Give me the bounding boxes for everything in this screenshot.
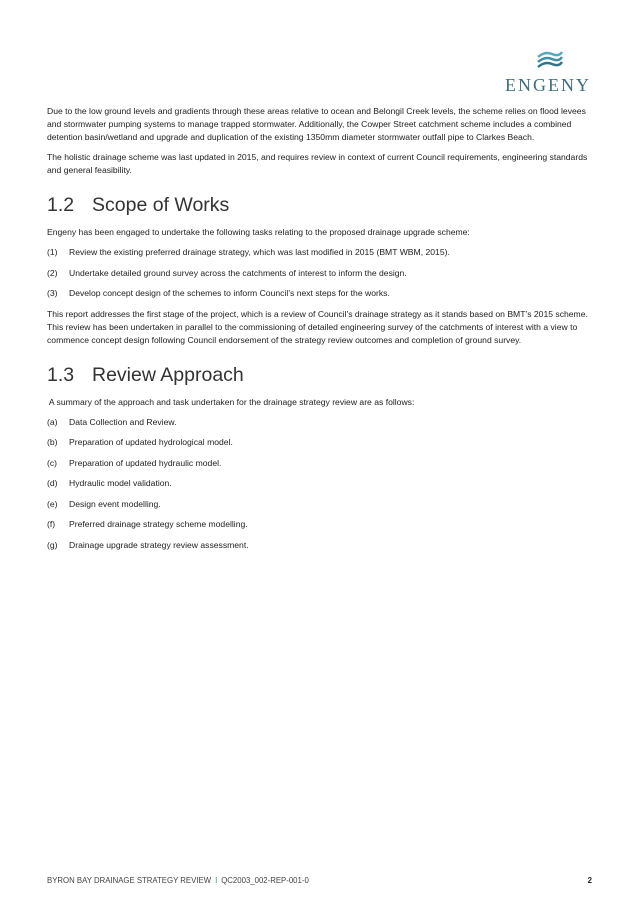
list-item-label: (e) (47, 498, 58, 509)
list-item (47, 477, 592, 490)
list-item (47, 498, 592, 511)
list-item-text: Preparation of updated hydrological model. (69, 437, 233, 447)
list-item-text: Review the existing preferred drainage strategy, which was last modified in 2015 (BMT WBM, 2015). (69, 247, 450, 257)
list-item-text: Preparation of updated hydraulic model. (69, 457, 222, 468)
list-item (47, 436, 592, 449)
list-item-text: Develop concept design of the schemes to inform Council’s next steps for the works. (69, 288, 390, 298)
list-item-text: Undertake detailed ground survey across the catchments of interest to inform the design. (69, 267, 407, 278)
scope-closing-paragraph: This report addresses the first stage of the project, which is a review of Council’s drainage strategy as it stands based on BMT’s 2015 scheme. This review has been undertaken in parallel to the commissioning of detailed engineering survey of the catchments of interest with a view to commence concept design following Council endorsement of the strategy review outcomes and completion of ground survey. (47, 308, 588, 345)
list-item (47, 267, 592, 280)
list-item-label: (1) (47, 247, 58, 257)
page-number: 2 (587, 876, 592, 885)
page-footer (47, 876, 592, 885)
footer-doc-ref: QC2003_002-REP-001-0 (221, 876, 309, 885)
list-item-label: (d) (47, 478, 58, 488)
footer-title: BYRON BAY DRAINAGE STRATEGY REVIEW (47, 876, 212, 885)
list-item-text: Hydraulic model validation. (69, 478, 172, 488)
section-heading-review-approach (47, 363, 592, 387)
list-item (47, 518, 592, 531)
section-number: 1.2 (47, 194, 75, 216)
section-title: Scope of Works (92, 194, 230, 216)
footer-doc-info (47, 876, 309, 885)
intro-paragraph-1: Due to the low ground levels and gradients through these areas relative to ocean and Belongil Creek levels, the scheme relies on flood levees and stormwater pumping systems to manage trapped stormwater. Additionally, the Cowper Street catchment scheme includes a combined detention basin/wetland and upgrade and duplication of the existing 1350mm diameter stormwater outfall pipe to Clarkes Beach. (47, 106, 586, 142)
intro-paragraph-2: The holistic drainage scheme was last updated in 2015, and requires review in context of current Council requirements, engineering standards and general feasibility. (47, 152, 588, 175)
section-title: Review Approach (92, 363, 244, 386)
list-item-text: Data Collection and Review. (69, 416, 177, 427)
review-lead-paragraph: A summary of the approach and task undertaken for the drainage strategy review are as follows: (47, 396, 415, 407)
list-item-label: (2) (47, 267, 58, 278)
section-heading-scope (47, 193, 592, 217)
list-item-text: Drainage upgrade strategy review assessment. (69, 539, 249, 550)
list-item (47, 287, 592, 300)
list-item (47, 416, 592, 429)
list-item-label: (c) (47, 457, 58, 468)
scope-lead-paragraph: Engeny has been engaged to undertake the following tasks relating to the proposed drainage upgrade scheme: (47, 227, 470, 237)
list-item (47, 246, 592, 259)
list-item-label: (a) (47, 416, 58, 427)
list-item (47, 539, 592, 552)
footer-separator: I (215, 876, 218, 885)
section-number: 1.3 (47, 363, 75, 386)
list-item-text: Preferred drainage strategy scheme modelling. (69, 519, 248, 529)
list-item (47, 457, 592, 470)
logo-wordmark: ENGENY (505, 75, 591, 95)
list-item-label: (3) (47, 288, 58, 298)
document-body (47, 105, 592, 559)
list-item-label: (g) (47, 539, 58, 550)
engeny-logo (498, 50, 598, 98)
wave-logo-icon (536, 50, 564, 72)
list-item-label: (b) (47, 437, 58, 447)
list-item-label: (f) (47, 519, 56, 529)
list-item-text: Design event modelling. (69, 498, 161, 509)
